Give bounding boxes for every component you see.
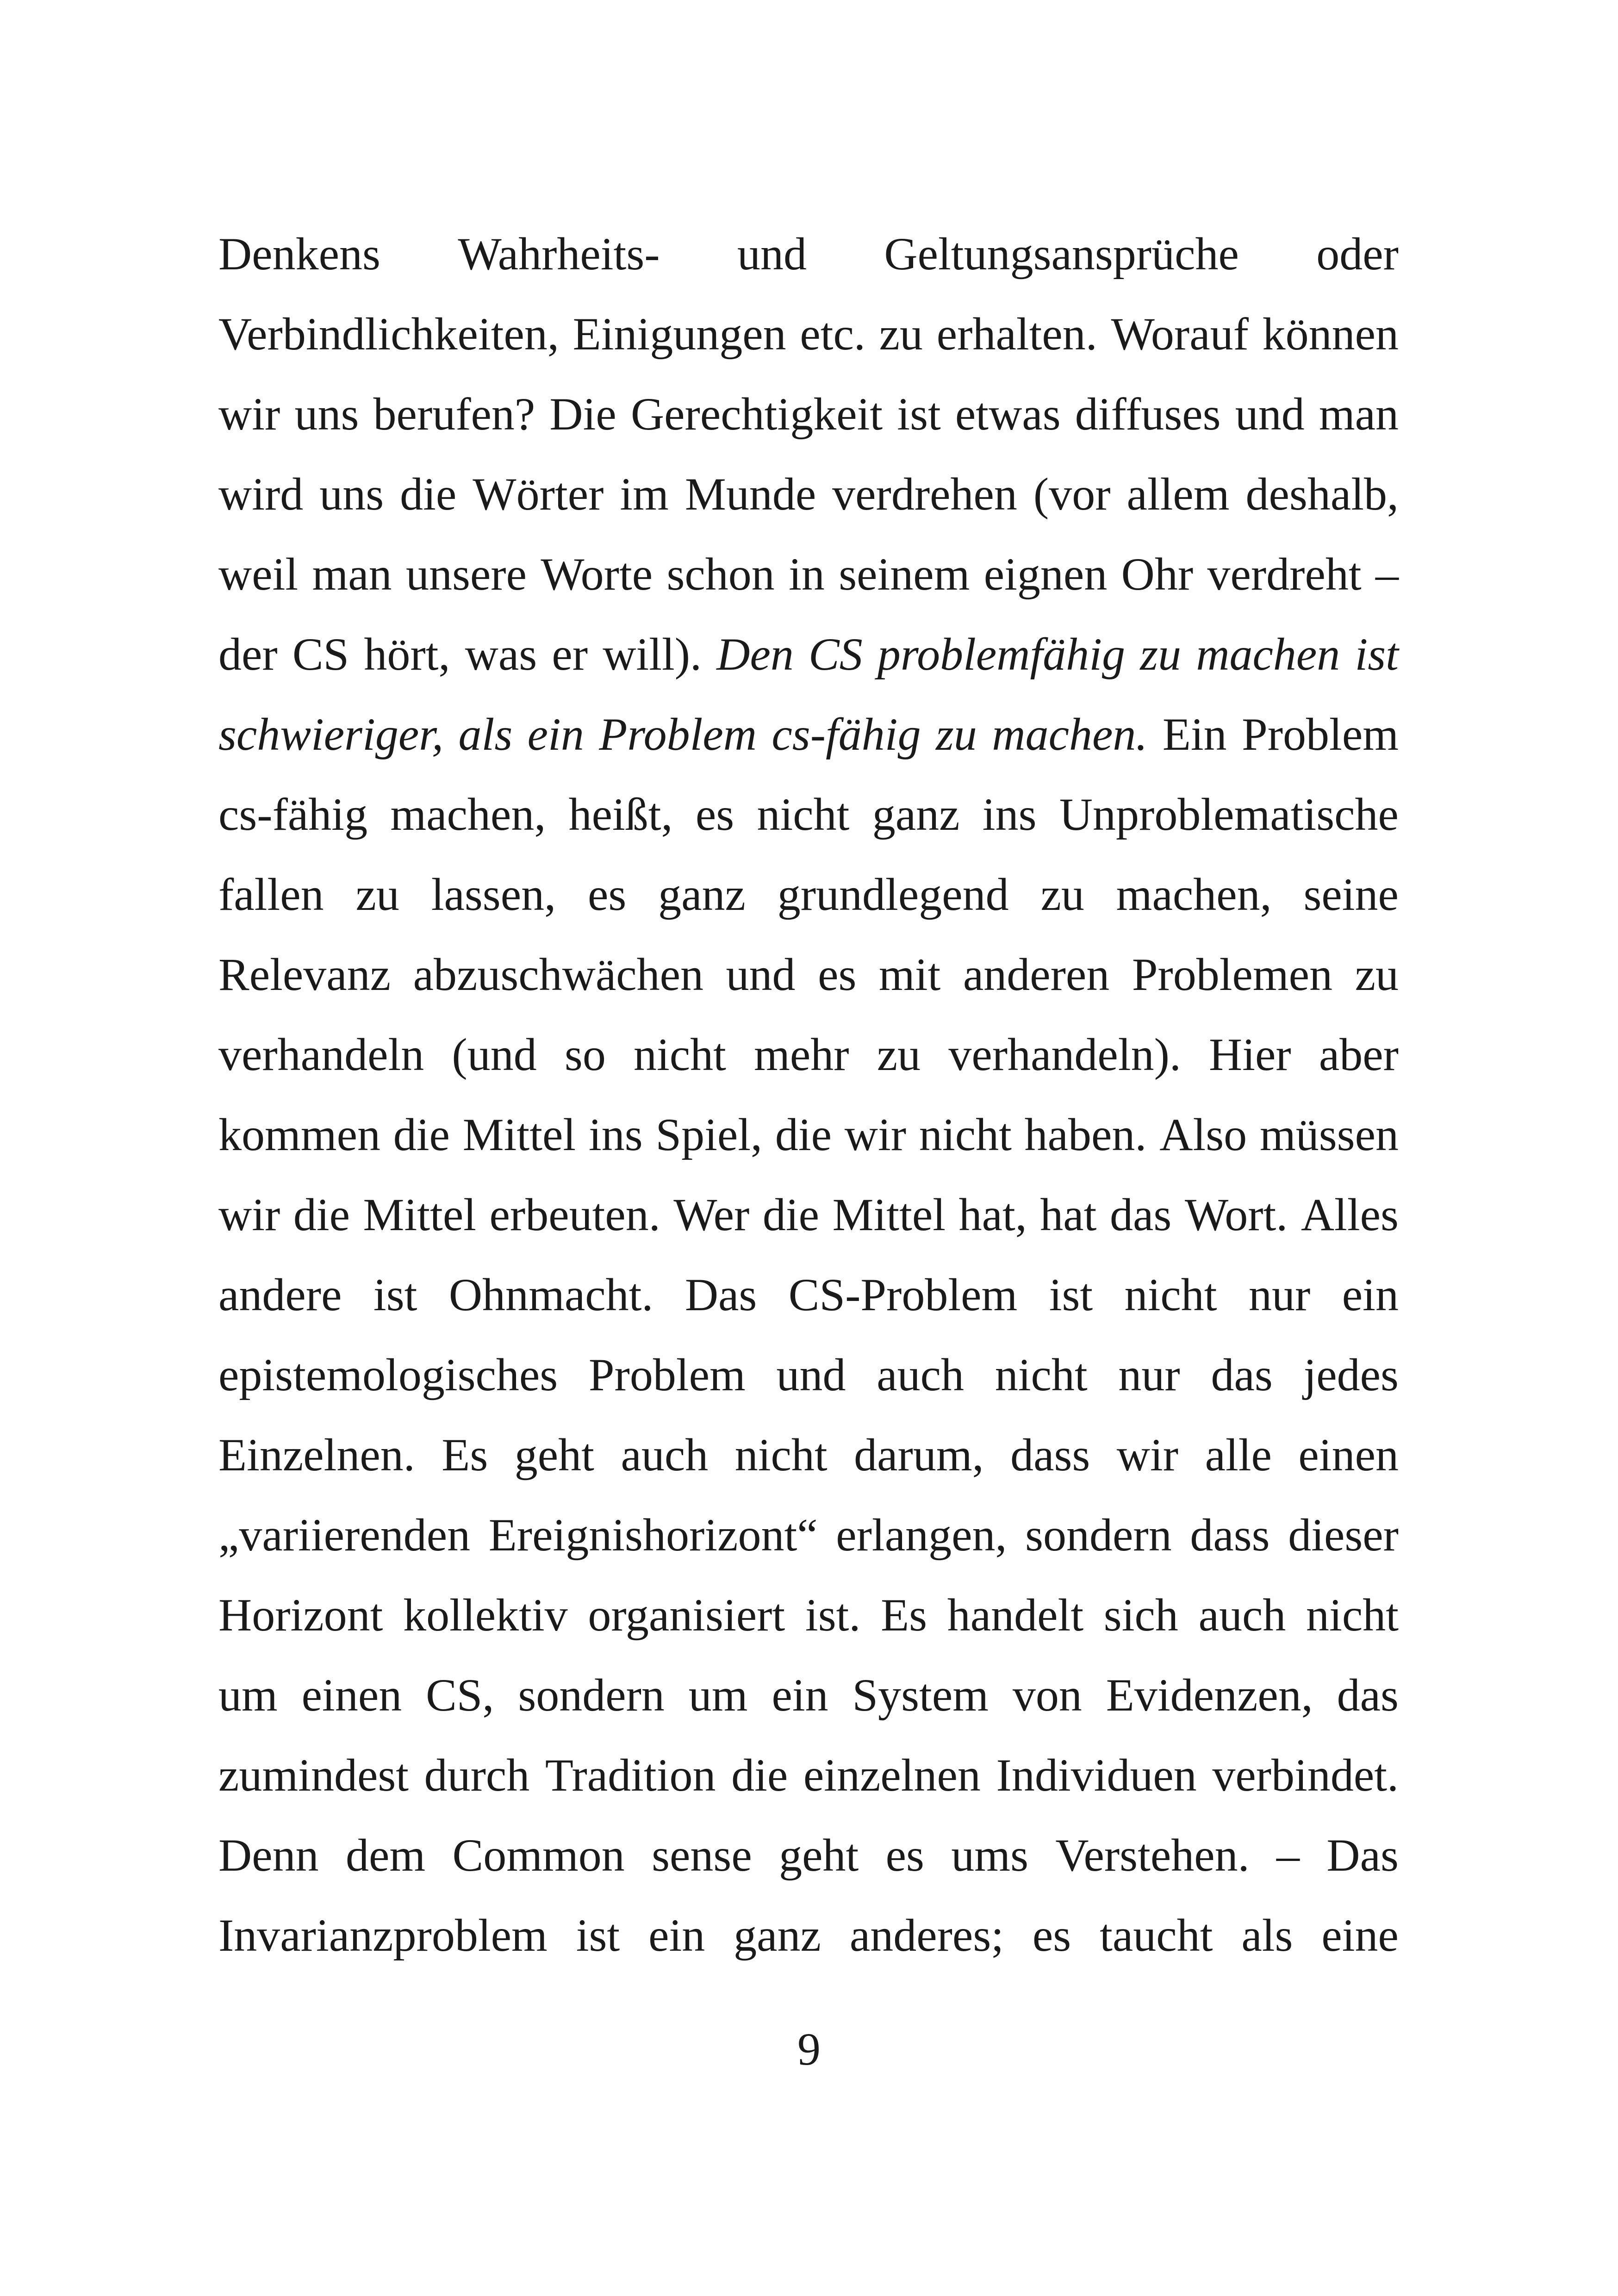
word: unsere: [405, 548, 527, 600]
word: als: [458, 709, 513, 760]
word: Hier: [1209, 1029, 1291, 1080]
word: verdreht: [1207, 548, 1362, 600]
word: CS: [809, 628, 863, 680]
word: deshalb,: [1245, 468, 1399, 520]
word: Wörter: [473, 468, 604, 520]
word: Individuen: [996, 1749, 1197, 1801]
word: ein: [1342, 1269, 1399, 1320]
word: Mittel: [832, 1189, 946, 1240]
text-line: [218, 294, 1399, 374]
word: Spiel,: [655, 1109, 763, 1160]
word: wird: [218, 468, 304, 520]
word: nicht: [1306, 1589, 1399, 1641]
word: einzelnen: [803, 1749, 981, 1801]
word: eignen: [983, 548, 1108, 600]
word: Denkens: [218, 228, 380, 280]
word: Mittel: [462, 1109, 576, 1160]
text-line: [218, 534, 1399, 614]
word: machen: [1196, 628, 1340, 680]
word: Das: [685, 1269, 757, 1320]
word: ein: [772, 1669, 828, 1721]
word: heißt,: [568, 789, 673, 840]
word: seinem: [839, 548, 970, 600]
word: sich: [1103, 1589, 1178, 1641]
text-line: [218, 1895, 1399, 1975]
word: es: [818, 949, 857, 1000]
text-line: [218, 1175, 1399, 1255]
word: Problem: [599, 709, 757, 760]
word: geht: [779, 1829, 859, 1881]
word: alle: [1205, 1429, 1272, 1481]
word: und: [776, 1349, 846, 1400]
word: darum,: [854, 1429, 984, 1481]
word: Tradition: [545, 1749, 716, 1801]
word: sondern: [1025, 1509, 1172, 1561]
word: wir: [844, 1109, 907, 1160]
word: so: [564, 1029, 606, 1080]
word: Ohnmacht.: [448, 1269, 653, 1320]
word: nicht: [1124, 1269, 1217, 1320]
word: zumindest: [218, 1749, 409, 1801]
word: erlangen,: [836, 1509, 1007, 1561]
word: Wort.: [1184, 1189, 1288, 1240]
word: nicht: [757, 789, 850, 840]
word: nicht: [634, 1029, 726, 1080]
word: Verstehen.: [1055, 1829, 1250, 1881]
word: epistemologisches: [218, 1349, 558, 1400]
word: grundlegend: [777, 869, 1009, 920]
word: auch: [1198, 1589, 1286, 1641]
word: dem: [345, 1829, 426, 1881]
word: ist: [576, 1910, 620, 1961]
text-line: [218, 1495, 1399, 1575]
text-line: [218, 1415, 1399, 1495]
word: Einzelnen.: [218, 1429, 415, 1481]
word: ins: [982, 789, 1037, 840]
word: nicht: [919, 1109, 1012, 1160]
word: man: [312, 548, 392, 600]
word: Geltungsansprüche: [884, 228, 1239, 280]
word: Also: [1159, 1109, 1247, 1160]
word: ist: [373, 1269, 417, 1320]
word: ums: [951, 1829, 1028, 1881]
word: andere: [218, 1269, 342, 1320]
word: Ohr: [1121, 548, 1194, 600]
word: ist.: [805, 1589, 861, 1641]
word: die: [762, 1189, 820, 1240]
text-line: [218, 374, 1399, 454]
word: dass: [1190, 1509, 1270, 1561]
word: weil: [218, 548, 299, 600]
word: schon: [666, 548, 775, 600]
word: hat,: [958, 1189, 1027, 1240]
body-paragraph: [218, 214, 1399, 1975]
word: sondern: [518, 1669, 665, 1721]
word: Einigungen: [573, 308, 786, 360]
word: mehr: [754, 1029, 849, 1080]
word: ein: [527, 709, 584, 760]
word: wir: [218, 388, 280, 440]
word: Es: [442, 1429, 488, 1481]
text-line: [218, 1255, 1399, 1335]
word: machen,: [1116, 869, 1272, 920]
word: organisiert: [588, 1589, 785, 1641]
word: jedes: [1303, 1349, 1399, 1400]
word: erbeuten.: [489, 1189, 660, 1240]
word: man: [1319, 388, 1399, 440]
word: wir: [1116, 1429, 1179, 1481]
word: ganz: [658, 869, 746, 920]
word: Problemen: [1132, 949, 1333, 1000]
word: fallen: [218, 869, 324, 920]
word: cs-fähig: [218, 789, 368, 840]
word: Alles: [1301, 1189, 1399, 1240]
word: im: [620, 468, 669, 520]
page-number: 9: [797, 2023, 821, 2075]
word: die: [400, 468, 457, 520]
text-line: [218, 694, 1399, 774]
word: Die: [549, 388, 616, 440]
word: Common: [452, 1829, 625, 1881]
word: zu: [936, 709, 977, 760]
word: Das: [1326, 1829, 1399, 1881]
word: allem: [1126, 468, 1230, 520]
word: ist: [897, 388, 941, 440]
word: mit: [878, 949, 941, 1000]
word: der: [218, 628, 278, 680]
word: auch: [621, 1429, 709, 1481]
word: oder: [1316, 228, 1399, 280]
word: dass: [1010, 1429, 1090, 1481]
word: es: [885, 1829, 924, 1881]
word: etc.: [800, 308, 865, 360]
word: als: [1241, 1910, 1293, 1961]
text-line: [218, 454, 1399, 534]
word: es: [587, 869, 627, 920]
word: ganz: [734, 1910, 821, 1961]
word: Invarianzproblem: [218, 1910, 548, 1961]
word: (vor: [1033, 468, 1111, 520]
word: sense: [652, 1829, 752, 1881]
word: Wer: [673, 1189, 750, 1240]
word: Relevanz: [218, 949, 391, 1000]
word: schwieriger,: [218, 709, 444, 760]
word: zu: [879, 308, 923, 360]
word: zu: [355, 869, 399, 920]
word: die: [731, 1749, 788, 1801]
word: und: [737, 228, 807, 280]
word: handelt: [947, 1589, 1084, 1641]
word: was: [465, 628, 537, 680]
word: ist: [1049, 1269, 1093, 1320]
word: zu: [1040, 869, 1084, 920]
word: Worte: [541, 548, 653, 600]
word: ein: [648, 1910, 705, 1961]
word: verhandeln).: [948, 1029, 1181, 1080]
word: –: [1375, 548, 1399, 600]
word: nur: [1118, 1349, 1180, 1400]
text-line: [218, 614, 1399, 694]
word: wir: [218, 1189, 280, 1240]
text-line: [218, 1575, 1399, 1655]
word: die: [393, 1109, 450, 1160]
word: Horizont: [218, 1589, 383, 1641]
word: ins: [588, 1109, 643, 1160]
word: ganz: [872, 789, 960, 840]
word: seine: [1303, 869, 1399, 920]
word: einen: [301, 1669, 402, 1721]
word: zu: [1355, 949, 1399, 1000]
word: Ein: [1162, 709, 1227, 760]
word: Verbindlichkeiten,: [218, 308, 559, 360]
word: System: [852, 1669, 989, 1721]
word: Es: [881, 1589, 927, 1641]
word: Mittel: [363, 1189, 476, 1240]
word: CS,: [426, 1669, 494, 1721]
word: die: [775, 1109, 832, 1160]
word: „variierenden: [218, 1509, 471, 1561]
word: berufen?: [373, 388, 535, 440]
word: Problem: [588, 1349, 746, 1400]
word: uns: [319, 468, 384, 520]
word: Worauf: [1111, 308, 1249, 360]
word: machen,: [390, 789, 546, 840]
word: eine: [1321, 1910, 1399, 1961]
word: Den: [716, 628, 794, 680]
word: und: [1235, 388, 1305, 440]
word: können: [1262, 308, 1399, 360]
word: durch: [424, 1749, 530, 1801]
word: es: [695, 789, 734, 840]
text-line: [218, 1735, 1399, 1815]
word: anderen: [963, 949, 1110, 1000]
word: haben.: [1024, 1109, 1147, 1160]
word: dieser: [1288, 1509, 1399, 1561]
text-line: [218, 1815, 1399, 1895]
word: nur: [1249, 1269, 1311, 1320]
word: Unproblematische: [1059, 789, 1399, 840]
word: um: [688, 1669, 748, 1721]
word: anderes;: [849, 1910, 1004, 1961]
word: Ereignishorizont“: [488, 1509, 818, 1561]
word: taucht: [1100, 1910, 1213, 1961]
word: etwas: [955, 388, 1061, 440]
text-line: [218, 214, 1399, 294]
word: hört,: [364, 628, 450, 680]
word: lassen,: [431, 869, 556, 920]
text-line: [218, 854, 1399, 934]
word: verhandeln: [218, 1029, 424, 1080]
word: Denn: [218, 1829, 319, 1881]
word: cs-fähig: [772, 709, 921, 760]
text-line: [218, 1095, 1399, 1175]
word: es: [1032, 1910, 1071, 1961]
word: nicht: [734, 1429, 828, 1481]
word: geht: [514, 1429, 594, 1481]
word: das: [1109, 1189, 1172, 1240]
word: einen: [1298, 1429, 1399, 1481]
word: aber: [1319, 1029, 1399, 1080]
word: auch: [877, 1349, 965, 1400]
word: von: [1012, 1669, 1082, 1721]
word: die: [293, 1189, 350, 1240]
word: CS: [292, 628, 349, 680]
word: uns: [294, 388, 359, 440]
word: zu: [1140, 628, 1182, 680]
word: und: [726, 949, 796, 1000]
word: kommen: [218, 1109, 380, 1160]
word: diffuses: [1075, 388, 1221, 440]
word: Munde: [685, 468, 816, 520]
word: Gerechtigkeit: [630, 388, 883, 440]
word: kollektiv: [403, 1589, 568, 1641]
word: das: [1211, 1349, 1273, 1400]
word: Evidenzen,: [1106, 1669, 1313, 1721]
word: –: [1276, 1829, 1300, 1881]
word: Wahrheits-: [458, 228, 660, 280]
word: Problem: [1242, 709, 1399, 760]
word: ist: [1355, 628, 1399, 680]
word: das: [1337, 1669, 1399, 1721]
text-line: [218, 1014, 1399, 1095]
word: machen.: [992, 709, 1148, 760]
word: abzuschwächen: [413, 949, 704, 1000]
word: verdrehen: [832, 468, 1017, 520]
word: will).: [603, 628, 702, 680]
word: müssen: [1259, 1109, 1399, 1160]
word: (und: [452, 1029, 537, 1080]
text-line: [218, 1655, 1399, 1735]
word: verbindet.: [1212, 1749, 1399, 1801]
word: um: [218, 1669, 278, 1721]
text-line: [218, 774, 1399, 854]
word: nicht: [995, 1349, 1088, 1400]
text-line: [218, 934, 1399, 1014]
word: erhalten.: [936, 308, 1097, 360]
word: in: [789, 548, 825, 600]
text-line: [218, 1335, 1399, 1415]
word: zu: [877, 1029, 921, 1080]
word: problemfähig: [877, 628, 1126, 680]
word: hat: [1040, 1189, 1097, 1240]
word: er: [552, 628, 588, 680]
word: CS-Problem: [788, 1269, 1018, 1320]
